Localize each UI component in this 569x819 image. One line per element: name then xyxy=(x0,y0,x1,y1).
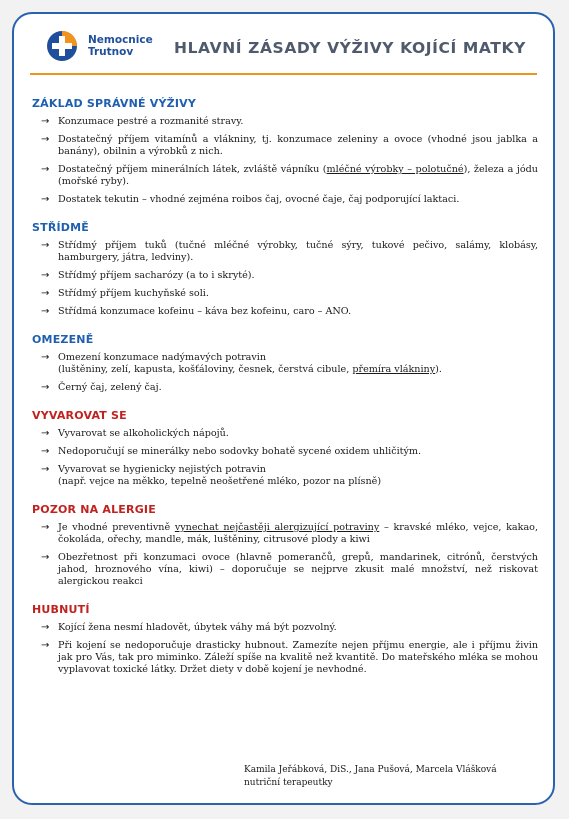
section xyxy=(32,503,538,588)
arrow-icon: → xyxy=(41,194,50,205)
leaflet-card xyxy=(12,12,555,805)
section xyxy=(32,603,538,676)
section-title: OMEZENĚ xyxy=(32,333,94,346)
underlined-text: mléčné výrobky – polotučné xyxy=(326,164,464,175)
item-text: Střídmý příjem sacharózy (a to i skryté). xyxy=(58,270,255,281)
bullet-list xyxy=(32,352,538,394)
bullet-list xyxy=(32,522,538,588)
section-title: HUBNUTÍ xyxy=(32,603,90,616)
arrow-icon: → xyxy=(41,464,50,475)
item-text: Dostatečný příjem minerálních látek, zvláště vápníku ( xyxy=(58,164,327,175)
item-text: – kravské mléko, vejce, kakao, čokoláda, ořechy, mandle, mák, luštěniny, citrusové plody a kiwi xyxy=(58,522,538,545)
item-text: Omezení konzumace nadýmavých potravin (luštěniny, zelí, kapusta, košťáloviny, česnek, čerstvá cibule, xyxy=(58,352,350,375)
list-item xyxy=(32,164,538,188)
bullet-list xyxy=(32,116,538,206)
list-item xyxy=(32,352,538,376)
list-item xyxy=(32,306,538,318)
logo-text xyxy=(88,34,153,58)
arrow-icon: → xyxy=(41,270,50,281)
list-item xyxy=(32,428,538,440)
item-text: Nedoporučují se minerálky nebo sodovky bohatě sycené oxidem uhličitým. xyxy=(58,446,422,457)
list-item xyxy=(32,464,538,488)
arrow-icon: → xyxy=(41,164,50,175)
arrow-icon: → xyxy=(41,288,50,299)
arrow-icon: → xyxy=(41,382,50,393)
item-text: Dostatečný příjem vitamínů a vlákniny, tj. konzumace zeleniny a ovoce (vhodné jsou jablka a banány), obilnin a výrobků z nich. xyxy=(58,134,538,157)
arrow-icon: → xyxy=(41,446,50,457)
content xyxy=(32,97,538,691)
list-item xyxy=(32,552,538,588)
bullet-list xyxy=(32,240,538,318)
logo-line-2: Trutnov xyxy=(88,46,134,58)
header-divider xyxy=(30,73,537,75)
signature xyxy=(244,764,497,790)
item-text: Obezřetnost při konzumaci ovoce (hlavně pomerančů, grepů, mandarinek, citrónů, čerstvých jahod, hroznového vína, kiwi) – doporučuje se nejprve zkusit malé množství, než riskovat alergickou reakci xyxy=(58,552,538,587)
list-item xyxy=(32,134,538,158)
list-item xyxy=(32,288,538,300)
section-title: STŘÍDMĚ xyxy=(32,221,89,234)
arrow-icon: → xyxy=(41,622,50,633)
page-title: HLAVNÍ ZÁSADY VÝŽIVY KOJÍCÍ MATKY xyxy=(174,39,526,57)
section xyxy=(32,409,538,488)
item-text: Střídmý příjem tuků (tučné mléčné výrobky, tučné sýry, tukové pečivo, salámy, klobásy, hamburgery, játra, ledviny). xyxy=(58,240,538,263)
header xyxy=(14,14,553,78)
item-text: ), železa a jódu (mořské ryby). xyxy=(58,164,538,187)
section xyxy=(32,333,538,394)
bullet-list xyxy=(32,622,538,676)
list-item xyxy=(32,116,538,128)
underlined-text: přemíra vlákniny xyxy=(352,364,436,375)
arrow-icon: → xyxy=(41,352,50,363)
item-text: Je vhodné preventivně xyxy=(58,522,175,533)
item-text: Při kojení se nedoporučuje drasticky hubnout. Zamezíte nejen příjmu energie, ale i příjmu živin jak pro Vás, tak pro miminko. Záleží spíše na kvalitě než kvantitě. Do mateřského mléka se mohou vyplavovat toxické látky. Držet diety v době kojení je nevhodné. xyxy=(58,640,538,675)
list-item xyxy=(32,194,538,206)
arrow-icon: → xyxy=(41,134,50,145)
item-text: Konzumace pestré a rozmanité stravy. xyxy=(58,116,244,127)
item-text: Vyvarovat se hygienicky nejistých potravin (např. vejce na měkko, tepelně neošetřené mléko, pozor na plísně) xyxy=(58,464,382,487)
item-text: Střídmá konzumace kofeinu – káva bez kofeinu, caro – ANO. xyxy=(58,306,352,317)
item-text: Kojící žena nesmí hladovět, úbytek váhy má být pozvolný. xyxy=(58,622,337,633)
list-item xyxy=(32,522,538,546)
section xyxy=(32,221,538,318)
item-text: Střídmý příjem kuchyňské soli. xyxy=(58,288,209,299)
list-item xyxy=(32,622,538,634)
arrow-icon: → xyxy=(41,428,50,439)
list-item xyxy=(32,270,538,282)
section-title: VYVAROVAT SE xyxy=(32,409,127,422)
section-title: POZOR NA ALERGIE xyxy=(32,503,156,516)
item-text: ). xyxy=(435,364,442,375)
list-item xyxy=(32,240,538,264)
section-title: ZÁKLAD SPRÁVNÉ VÝŽIVY xyxy=(32,97,197,110)
arrow-icon: → xyxy=(41,522,50,533)
item-text: Černý čaj, zelený čaj. xyxy=(58,382,162,393)
bullet-list xyxy=(32,428,538,488)
arrow-icon: → xyxy=(41,306,50,317)
underlined-text: vynechat nejčastěji alergizující potraviny xyxy=(174,522,380,533)
signature-role: nutriční terapeutky xyxy=(244,778,333,788)
item-text: Vyvarovat se alkoholických nápojů. xyxy=(58,428,229,439)
list-item xyxy=(32,640,538,676)
arrow-icon: → xyxy=(41,116,50,127)
arrow-icon: → xyxy=(41,240,50,251)
list-item xyxy=(32,446,538,458)
signature-authors: Kamila Jeřábková, DiS., Jana Pušová, Marcela Vlášková xyxy=(244,765,497,775)
arrow-icon: → xyxy=(41,552,50,563)
logo-line-1: Nemocnice xyxy=(88,34,153,46)
hospital-logo-icon xyxy=(46,30,78,62)
section xyxy=(32,97,538,206)
list-item xyxy=(32,382,538,394)
item-text: Dostatek tekutin – vhodné zejména roibos čaj, ovocné čaje, čaj podporující laktaci. xyxy=(58,194,460,205)
arrow-icon: → xyxy=(41,640,50,651)
